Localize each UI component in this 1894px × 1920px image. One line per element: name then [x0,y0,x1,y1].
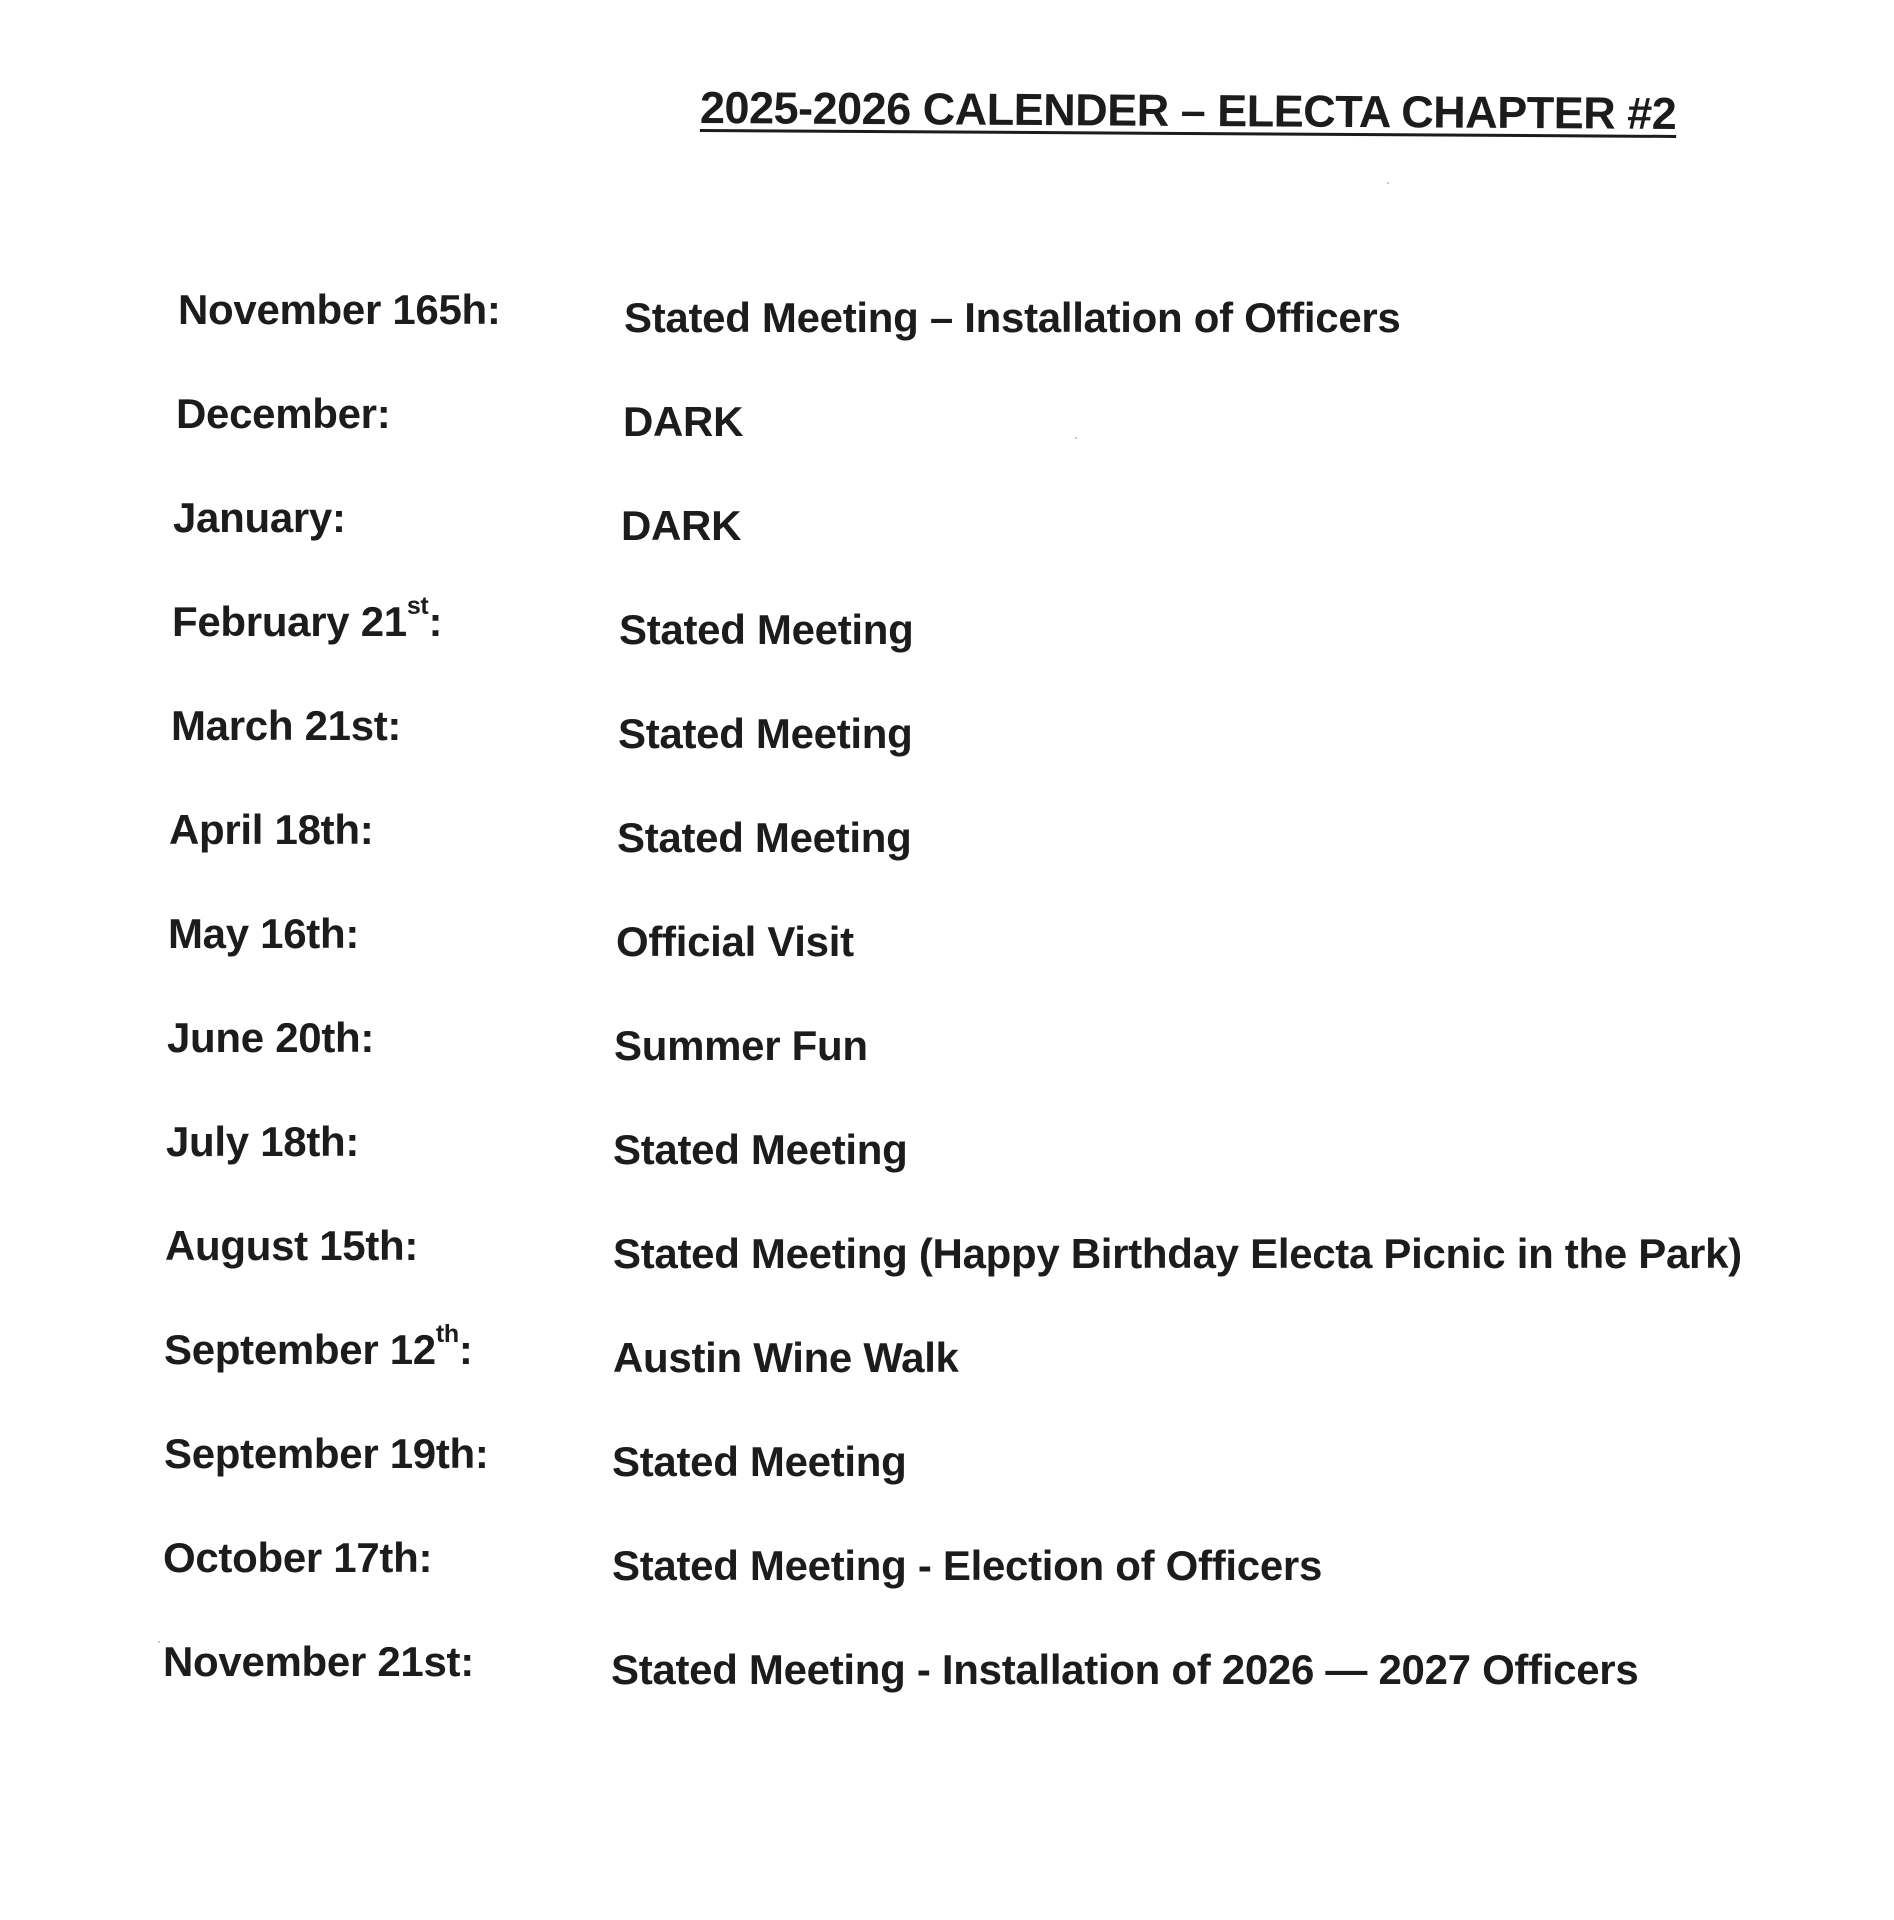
entry-date: July 18th: [166,1118,360,1165]
document-title: 2025-2026 CALENDER – ELECTA CHAPTER #2 [699,82,1677,139]
calendar-entry [0,910,1894,980]
entry-date [164,1320,473,1374]
scan-speck [158,1641,160,1643]
entry-date-ordinal: st [406,592,429,620]
calendar-entry [0,702,1894,772]
entry-event: Summer Fun [614,1022,868,1069]
calendar-entry [0,1534,1894,1604]
calendar-entry [0,1014,1894,1084]
entry-event: Stated Meeting – Installation of Officers [624,294,1401,341]
entry-date-main: September 12 [164,1326,436,1373]
entry-date: December: [176,390,391,437]
calendar-entry [0,806,1894,876]
entry-event: Stated Meeting (Happy Birthday Electa Picnic in the Park) [613,1230,1742,1277]
calendar-entry [0,1222,1894,1292]
entry-event: Stated Meeting - Election of Officers [612,1542,1322,1589]
calendar-entry [0,1320,1894,1396]
entry-event: DARK [623,398,744,445]
entry-event: Stated Meeting [617,814,912,861]
entry-date: August 15th: [165,1222,419,1269]
entry-date: June 20th: [167,1014,375,1061]
entry-date: September 19th: [164,1430,489,1477]
entry-date-main: February 21 [172,598,407,645]
calendar-entry [0,1430,1894,1500]
calendar-entry [0,286,1894,356]
entry-date: November 165h: [178,286,501,333]
entry-date-colon: : [428,598,443,645]
entry-date-ordinal: th [435,1320,459,1348]
entry-date [172,592,443,646]
entry-date: April 18th: [169,806,374,853]
entry-date: January: [173,494,346,541]
entry-date: March 21st: [171,702,402,749]
scan-speck [1075,437,1077,439]
entry-event: Stated Meeting [613,1126,908,1173]
entry-date: November 21st: [163,1638,474,1685]
entry-date: October 17th: [163,1534,433,1581]
entry-event: Stated Meeting [618,710,913,757]
entry-event: Stated Meeting [619,606,914,653]
entry-date-colon: : [458,1326,473,1373]
calendar-entry [0,1638,1894,1708]
calendar-entry [0,494,1894,564]
calendar-entry [0,592,1894,668]
calendar-entry [0,390,1894,460]
scan-speck [1387,182,1389,184]
entry-event: DARK [621,502,742,549]
entry-event: Stated Meeting - Installation of 2026 — 2027 Officers [611,1646,1639,1693]
entry-event: Stated Meeting [612,1438,907,1485]
entry-event: Official Visit [616,918,854,965]
entry-event: Austin Wine Walk [613,1334,959,1381]
calendar-entry [0,1118,1894,1188]
entry-date: May 16th: [168,910,360,957]
